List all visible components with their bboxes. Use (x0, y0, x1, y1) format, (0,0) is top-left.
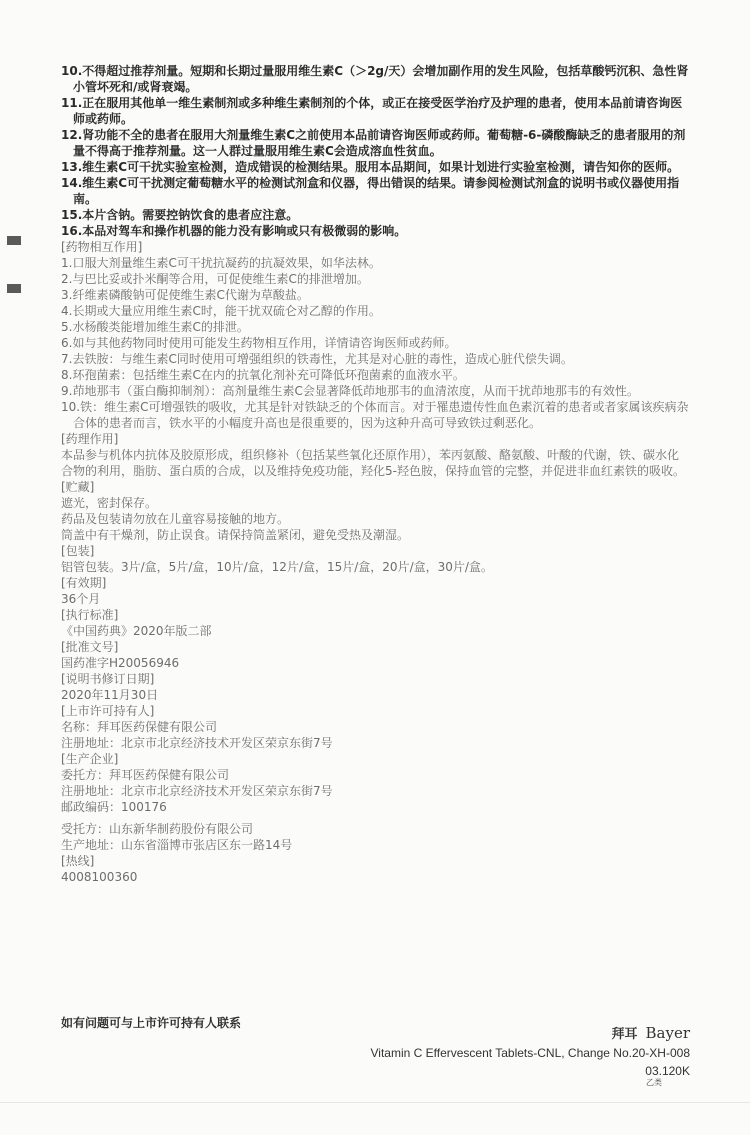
interaction-item: 1.口服大剂量维生素C可干扰抗凝药的抗凝效果，如华法林。 (61, 256, 381, 270)
interaction-item: 8.环孢菌素：包括维生素C在内的抗氧化剂补充可降低环孢菌素的血液水平。 (61, 368, 465, 382)
code-line-2: 03.120K (645, 1064, 690, 1078)
manufacturer-prod-address: 生产地址：山东省淄博市张店区东一路14号 (61, 838, 293, 852)
precaution-item: 11.正在服用其他单一维生素制剂或多种维生素制剂的个体，或正在接受医学治疗及护理的患者，使用本品前请咨询医师或药师。 (61, 96, 683, 126)
brand-cn: 拜耳 (611, 1027, 638, 1042)
precaution-item: 13.维生素C可干扰实验室检测，造成错误的检测结果。服用本品期间，如果计划进行实验室检测，请告知你的医师。 (61, 160, 680, 174)
manufacturer-entrusting: 委托方：拜耳医药保健有限公司 (61, 768, 230, 782)
interaction-item: 7.去铁胺：与维生素C同时使用可增强组织的铁毒性，尤其是对心脏的毒性，造成心脏代偿失调。 (61, 352, 573, 366)
hotline-header: [热线] (61, 854, 95, 868)
mah-header: [上市许可持有人] (61, 704, 155, 718)
interaction-item: 2.与巴比妥或扑米酮等合用，可促使维生素C的排泄增加。 (61, 272, 369, 286)
revision-header: [说明书修订日期] (61, 672, 155, 686)
leaflet-body (61, 63, 689, 885)
brand-en: Bayer (645, 1024, 690, 1042)
contact-note: 如有问题可与上市许可持有人联系 (61, 1016, 242, 1030)
storage-header: [贮藏] (61, 480, 95, 494)
interaction-item: 4.长期或大量应用维生素C时，能干扰双硫仑对乙醇的作用。 (61, 304, 381, 318)
manufacturer-entrusted: 受托方：山东新华制药股份有限公司 (61, 822, 254, 836)
package-header: [包装] (61, 544, 95, 558)
page-edge (0, 1102, 750, 1103)
validity-text: 36个月 (61, 592, 101, 606)
storage-line: 筒盖中有干燥剂，防止误食。请保持筒盖紧闭，避免受热及潮湿。 (61, 528, 410, 542)
interaction-item: 6.如与其他药物同时使用可能发生药物相互作用，详情请咨询医师或药师。 (61, 336, 457, 350)
document-code (371, 1044, 691, 1080)
validity-header: [有效期] (61, 576, 107, 590)
hotline-number: 4008100360 (61, 870, 138, 884)
pharmacology-text: 本品参与机体内抗体及胶原形成，组织修补（包括某些氧化还原作用），苯丙氨酸、酪氨酸、叶酸的代谢，铁、碳水化合物的利用，脂肪、蛋白质的合成，以及维持免疫功能，羟化5-羟色胺，保持血管的完整，并促进非血红素铁的吸收。 (61, 448, 685, 478)
code-line-1: Vitamin C Effervescent Tablets-CNL, Change No.20-XH-008 (370, 1046, 690, 1060)
edge-registration-mark (7, 284, 21, 293)
approval-header: [批准文号] (61, 640, 119, 654)
manufacturer-header: [生产企业] (61, 752, 119, 766)
standard-text: 《中国药典》2020年版二部 (61, 624, 212, 638)
interactions-header: [药物相互作用] (61, 240, 143, 254)
approval-number: 国药准字H20056946 (61, 656, 180, 670)
revision-date: 2020年11月30日 (61, 688, 159, 702)
manufacturer-address: 注册地址：北京市北京经济技术开发区荣京东街7号 (61, 784, 333, 798)
storage-line: 药品及包装请勿放在儿童容易接触的地方。 (61, 512, 290, 526)
bayer-logo (611, 1023, 690, 1042)
mah-address: 注册地址：北京市北京经济技术开发区荣京东街7号 (61, 736, 333, 750)
precaution-item: 12.肾功能不全的患者在服用大剂量维生素C之前使用本品前请咨询医师或药师。葡萄糖-6-磷酸酶缺乏的患者服用的剂量不得高于推荐剂量。这一人群过量服用维生素C会造成溶血性贫血。 (61, 128, 686, 158)
storage-line: 遮光，密封保存。 (61, 496, 158, 510)
pharmacology-header: [药理作用] (61, 432, 119, 446)
precaution-item: 15.本片含钠。需要控钠饮食的患者应注意。 (61, 208, 299, 222)
precaution-item: 10.不得超过推荐剂量。短期和长期过量服用维生素C（＞2g/天）会增加副作用的发生风险，包括草酸钙沉积、急性肾小管坏死和/或肾衰竭。 (61, 64, 689, 94)
edge-registration-mark (7, 236, 21, 245)
package-text: 铝管包装。3片/盒，5片/盒，10片/盒，12片/盒，15片/盒，20片/盒，30片/盒。 (61, 560, 493, 574)
precaution-item: 14.维生素C可干扰测定葡萄糖水平的检测试剂盒和仪器，得出错误的结果。请参阅检测试剂盒的说明书或仪器使用指南。 (61, 176, 680, 206)
category-mark: 乙类 (646, 1078, 662, 1087)
interaction-item: 3.纤维素磷酸钠可促使维生素C代谢为草酸盐。 (61, 288, 309, 302)
mah-name: 名称：拜耳医药保健有限公司 (61, 720, 218, 734)
interaction-item: 9.茚地那韦（蛋白酶抑制剂）：高剂量维生素C会显著降低茚地那韦的血清浓度，从而干扰茚地那韦的有效性。 (61, 384, 639, 398)
manufacturer-postcode: 邮政编码：100176 (61, 800, 167, 814)
standard-header: [执行标准] (61, 608, 119, 622)
interaction-item: 10.铁：维生素C可增强铁的吸收，尤其是针对铁缺乏的个体而言。对于罹患遗传性血色素沉着的患者或者家属该疾病杂合体的患者而言，铁水平的小幅度升高也是很重要的，因为这种升高可导致铁过剩恶化。 (61, 400, 689, 430)
interaction-item: 5.水杨酸类能增加维生素C的排泄。 (61, 320, 249, 334)
precaution-item: 16.本品对驾车和操作机器的能力没有影响或只有极微弱的影响。 (61, 224, 407, 238)
